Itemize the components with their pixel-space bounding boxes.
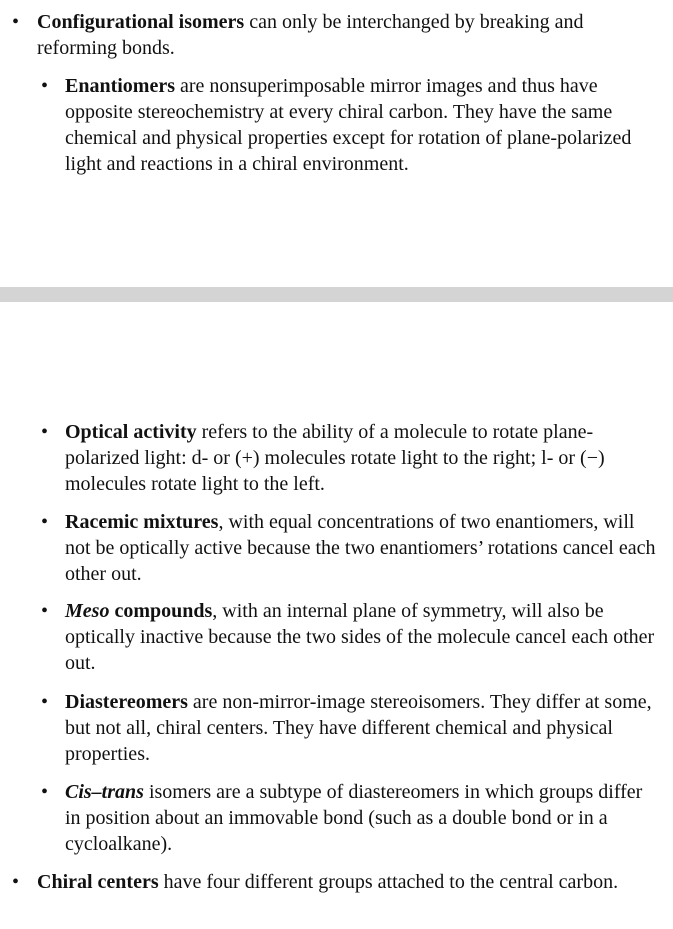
definition-chiral-centers: have four different groups attached to the central carbon. <box>158 871 619 893</box>
bullet-icon: • <box>41 600 49 622</box>
bullet-icon: • <box>12 11 20 33</box>
list-item-configurational-isomers <box>12 9 662 61</box>
term-chiral-centers: Chiral centers <box>37 871 159 893</box>
definition-enantiomers: are nonsuperimposable mirror images and thus have opposite stereochemistry at every chiral carbon. They have the same chemical and physical properties except for rotation of plane-polarized light and reactions in a chiral environment. <box>65 75 632 175</box>
term-meso-compounds: compounds <box>109 600 213 622</box>
definition-optical-activity: refers to the ability of a molecule to rotate plane-polarized light: d- or (+) molecules rotate light to the right; l- or (−) molecules rotate light to the left. <box>65 421 605 495</box>
term-configurational-isomers: Configurational isomers <box>37 11 245 33</box>
term-racemic-mixtures: Racemic mixtures <box>65 511 219 533</box>
bullet-icon: • <box>12 871 20 893</box>
bullet-icon: • <box>41 511 49 533</box>
term-cis-trans: Cis–trans <box>65 781 144 803</box>
term-optical-activity: Optical activity <box>65 421 197 443</box>
list-item-cis-trans <box>41 779 660 857</box>
list-item-meso-compounds <box>41 598 660 676</box>
list-item-diastereomers <box>41 689 660 767</box>
term-enantiomers: Enantiomers <box>65 75 175 97</box>
list-item-racemic-mixtures <box>41 509 660 587</box>
definition-meso-compounds: , with an internal plane of symmetry, will also be optically inactive because the two sides of the molecule cancel each other out. <box>65 600 655 674</box>
definition-diastereomers: are non-mirror-image stereoisomers. They differ at some, but not all, chiral centers. They have different chemical and physical properties. <box>65 691 652 765</box>
bullet-icon: • <box>41 781 49 803</box>
list-item-chiral-centers <box>12 869 662 895</box>
list-item-enantiomers <box>41 73 660 177</box>
bullet-icon: • <box>41 421 49 443</box>
term-meso-italic: Meso <box>65 600 110 622</box>
term-diastereomers: Diastereomers <box>65 691 188 713</box>
definition-racemic-mixtures: , with equal concentrations of two enantiomers, will not be optically active because the two enantiomers’ rotations cancel each other out. <box>65 511 656 585</box>
list-item-optical-activity <box>41 419 660 497</box>
bullet-icon: • <box>41 75 49 97</box>
page-break-divider <box>0 287 673 302</box>
bullet-icon: • <box>41 691 49 713</box>
definition-cis-trans: isomers are a subtype of diastereomers in which groups differ in position about an immovable bond (such as a double bond or in a cycloalkane). <box>65 781 643 855</box>
definition-configurational-isomers: can only be interchanged by breaking and reforming bonds. <box>37 11 584 59</box>
